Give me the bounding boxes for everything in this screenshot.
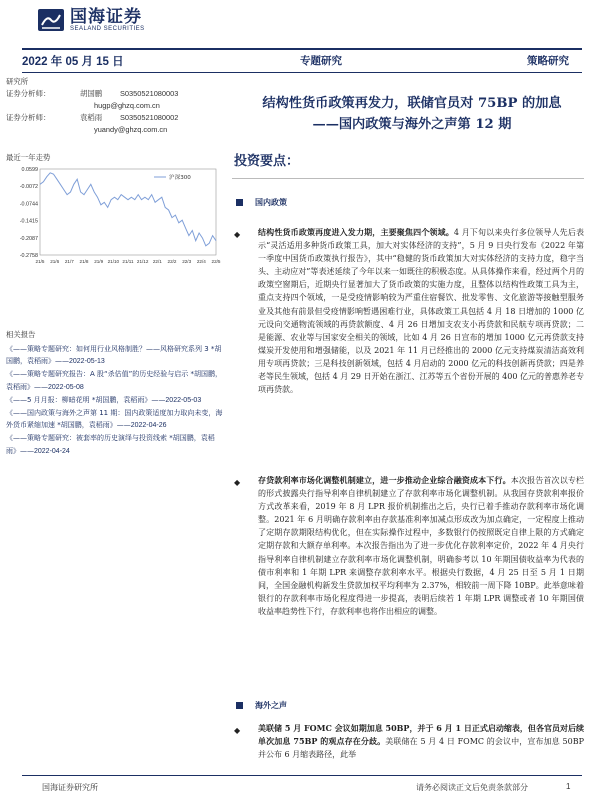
y-tick-label: -0.2758 — [19, 253, 38, 259]
author-role: 证券分析师： — [6, 113, 51, 122]
related-report-item[interactable] — [6, 394, 224, 407]
related-report-date: 2022-04-26 — [130, 422, 167, 430]
author-name: 胡国鹏 — [80, 89, 103, 98]
bullet-icon: ◆ — [234, 726, 241, 735]
series-line-hs300 — [40, 173, 216, 246]
y-tick-label: -0.0744 — [19, 201, 38, 208]
author-id: S0350521080003 — [120, 89, 179, 98]
sealand-logo-icon — [38, 9, 64, 31]
related-report-title[interactable]: 《——5 月月报：柳暗花明 *胡国鹏，袁稻雨》—— — [6, 395, 166, 404]
related-heading: 相关报告 — [6, 330, 36, 339]
report-type: 策略研究 — [527, 55, 569, 67]
section-label: 海外之声 — [255, 701, 287, 710]
paragraph-body: 本次报告首次以专栏的形式披露央行指导利率自律机制建立了存款利率市场化调整机制。从我国存贷款利率报价方式改革来看，2019 年 8 月 LPR 报价机制推出之后，央行已着手推动存款利率市场化调整。2021 年 6 月明确存款利率由存款基准利率加减点形成改为加点确定，一定程度上推动了定期存款期限结构优化，但在实际操作过程中，多数银行仍按照既定自律上限的方式确定定期存款和大额存单利率。本次报告指出为了进一步优化存款利率定价，2022 年 4 月央行指导利率自律机制建立存款利率市场化调整机制，明确参考以 10 年期国债收益率为代表的债市利率和 1 年期 LPR 来调整存款利率水平。根据央行数据，4 月 25 日至 5 月 1 日期间，全国金融机构新发生贷款加权平均利率为 2.37%，相较前一周下降 10BP。此举意味着银行的存款利率市场化程度得进一步提高，表明后续若 1 年期 LPR 调整或者 10 年期国债收益率趋势性下行，存款利率也将作出相应的调整。 — [258, 476, 585, 616]
paragraph-body: 4 月下旬以来央行多位领导人先后表示“灵活适用多种货币政策工具，加大对实体经济的支持”，5 月 9 日央行发布《2022 年第一季度中国货币政策执行报告》，其中“稳健的货币政策加大对实体经济的支持力度，稳字当头、主动应对”等表述延续了今年以来一如既往的积极态度。从具体操作来看，经过两个月的政策空窗期后，近期央行显著加大了货币政策的实施力度，且整体以结构性政策工具为主，重点支持四个领域，一是受疫情影响较为严重住宿餐饮、批发零售、文化旅游等接触型服务业及其他有前景但受疫情影响暂遇困难行业，具体政策工具包括 4 月 18 日增加的 1000 亿元设向交通物流领域的再贷款额度、4 月 26 日增加支农支小再贷款和民航专项再贷款；二是能源、农业等与国家安全相关的领域，比如 4 月 26 日宣布的增加 1000 亿元再贷款支持煤炭开发使用和增强储能，以及 2021 年 11 月已经推出的 2000 亿元支持煤炭清洁高效利用专项再贷款；三是科技创新领域，包括 4 月启动的 2000 亿元的科技创新再贷款；四是养老等民生领域，包括 4 月 29 日开始在浙江、江苏等五个省份开展的 400 亿元的普惠养老专项再贷款。 — [258, 228, 584, 395]
related-report-item[interactable] — [6, 432, 224, 457]
paragraph-body: 美联储在 5 月 4 日 FOMC 的会议中，宣布加息 50BP 并公布 6 月缩表路径，此举 — [258, 737, 584, 760]
report-info-bar — [0, 50, 600, 74]
x-tick-label: 21/6 — [50, 259, 60, 264]
chart-title: 最近一年走势 — [6, 153, 51, 162]
paragraph-lead: 美联储 5 月 FOMC 会议如期加息 50BP，并于 6 月 1 日正式启动缩表，但各官员对后续单次加息 75BP 的观点存在分歧。 — [258, 723, 584, 747]
x-tick-label: 21/5 — [35, 259, 45, 264]
related-report-date: 2022-05-13 — [69, 358, 105, 366]
author-id: S0350521080002 — [120, 113, 179, 122]
info-bar-rule — [22, 72, 582, 73]
report-category: 专题研究 — [300, 55, 342, 67]
bullet-icon: ◆ — [234, 230, 241, 239]
related-report-date: 2022-05-08 — [48, 383, 84, 391]
section-marker-icon — [236, 199, 243, 206]
x-tick-label: 22/3 — [182, 259, 192, 264]
title-line-1: 结构性货币政策再发力，联储官员对 75BP 的加息 — [262, 96, 562, 111]
y-tick-label: -0.1415 — [19, 218, 38, 225]
section-marker-icon — [236, 702, 243, 709]
legend-label: 沪深300 — [169, 175, 191, 181]
footer-institute: 国海证券研究所 — [42, 783, 98, 792]
plot-area — [40, 169, 216, 255]
related-report-title[interactable]: 《——国内政策与海外之声第 11 期：国内政策适度加力取向未变，海外货币紧缩加速 *胡国鹏，袁稻雨》—— — [6, 409, 223, 430]
x-tick-label: 22/2 — [167, 259, 177, 264]
y-tick-label: 0.0599 — [21, 167, 38, 173]
x-tick-label: 21/7 — [64, 259, 74, 264]
section-label: 国内政策 — [255, 198, 287, 207]
author-email[interactable]: yuandy@ghzq.com.cn — [94, 125, 168, 134]
x-tick-label: 21/12 — [136, 259, 149, 264]
related-report-title[interactable]: 《——策略专题研究：如何用行业风格制胜？——风格研究系列 3 *胡国鹏，袁稻雨》—— — [6, 345, 222, 366]
author-name: 袁稻雨 — [80, 113, 103, 122]
author-role: 证券分析师： — [6, 89, 51, 98]
related-report-title[interactable]: 《——策略专题研究：被套率的历史演绎与投资线索 *胡国鹏，袁稻雨》—— — [6, 434, 215, 455]
paragraph-3 — [234, 722, 584, 768]
section-domestic — [236, 197, 287, 208]
bullet-icon: ◆ — [234, 478, 241, 487]
paragraph-2 — [234, 474, 585, 618]
x-tick-label: 21/8 — [79, 259, 89, 264]
paragraph-lead: 存贷款利率市场化调整机制建立，进一步推动企业综合融资成本下行。 — [258, 475, 511, 485]
related-report-date: 2022-05-03 — [165, 396, 202, 404]
related-report-item[interactable] — [6, 368, 224, 393]
page-footer — [0, 773, 600, 797]
paragraph-lead: 结构性货币政策再度进入发力期，主要聚焦四个领域。 — [258, 227, 454, 237]
brand-logo — [38, 8, 145, 32]
institute-heading: 研究所 — [6, 77, 29, 86]
heading-rule — [232, 178, 584, 179]
x-tick-label: 21/10 — [107, 259, 120, 264]
y-tick-label: -0.2087 — [19, 235, 38, 242]
x-tick-label: 21/11 — [122, 259, 134, 264]
author-email[interactable]: hugp@ghzq.com.cn — [94, 101, 160, 110]
author-block — [6, 76, 228, 136]
logo-en: SEALAND SECURITIES — [70, 26, 145, 32]
key-points-heading: 投资要点： — [234, 154, 300, 169]
y-tick-label: -0.0072 — [19, 184, 38, 191]
title-line-2: ——国内政策与海外之声第 12 期 — [312, 117, 512, 132]
related-report-item[interactable] — [6, 407, 224, 432]
footer-disclaimer: 请务必阅读正文后免责条款部分 — [416, 783, 528, 792]
related-report-title[interactable]: 《——策略专题研究报告：A 股“杀估值”的历史经验与启示 *胡国鹏，袁稻雨》—— — [6, 370, 222, 391]
x-tick-label: 22/4 — [196, 259, 206, 264]
trend-chart — [6, 163, 224, 273]
x-tick-label: 22/5 — [211, 259, 221, 264]
related-report-date: 2022-04-24 — [34, 447, 70, 455]
related-reports — [6, 343, 224, 458]
related-report-item[interactable] — [6, 343, 224, 368]
x-tick-label: 22/1 — [152, 259, 162, 264]
x-tick-label: 21/9 — [94, 259, 104, 264]
report-date: 2022 年 05 月 15 日 — [22, 56, 124, 68]
section-overseas — [236, 700, 287, 711]
logo-cn: 国海证券 — [70, 7, 142, 27]
report-title — [232, 93, 592, 135]
paragraph-1 — [234, 226, 584, 396]
page-number: 1 — [566, 782, 571, 791]
